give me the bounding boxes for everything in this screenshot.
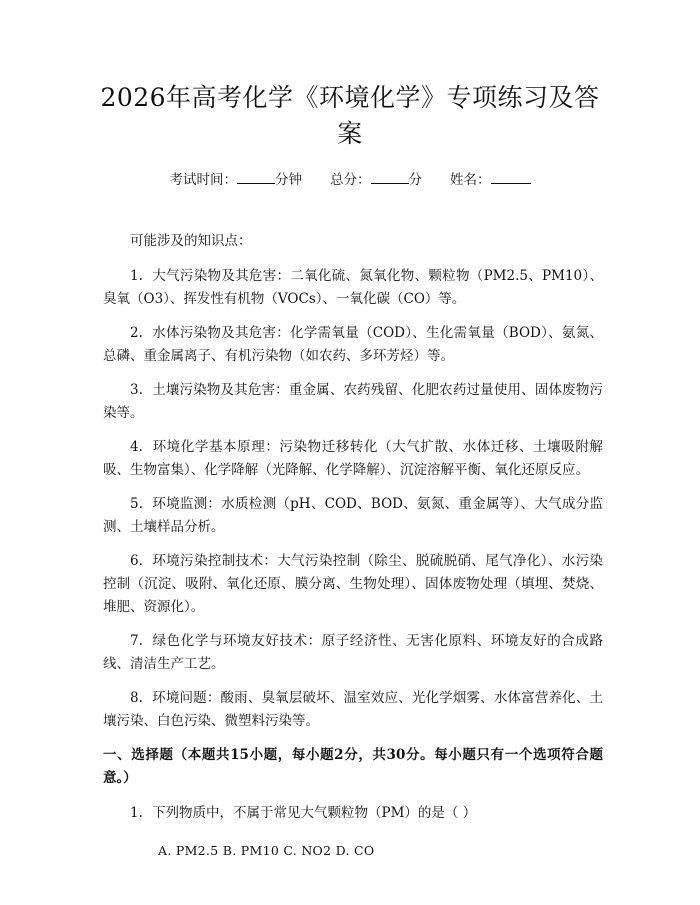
- exam-score-label: 总分：: [330, 172, 371, 188]
- knowledge-point-item: [103, 436, 603, 482]
- knowledge-point-item: [103, 322, 603, 368]
- exam-time-unit: 分钟: [275, 172, 302, 188]
- knowledge-points-intro: 可能涉及的知识点：: [130, 233, 252, 249]
- item-number: 7.: [130, 633, 143, 649]
- item-text: 环境问题：酸雨、臭氧层破坏、温室效应、光化学烟雾、水体富营养化、土壤污染、白色污染、微塑料污染等。: [103, 690, 603, 729]
- exam-time-blank: [237, 170, 275, 184]
- question-item: [103, 802, 603, 825]
- item-text: 水体污染物及其危害：化学需氧量（COD）、生化需氧量（BOD）、氨氮、总磷、重金属离子、有机污染物（如农药、多环芳烃）等。: [103, 325, 603, 364]
- knowledge-point-item: [103, 630, 603, 676]
- knowledge-point-item: [103, 550, 603, 619]
- page-title: 2026年高考化学《环境化学》专项练习及答案: [100, 83, 600, 148]
- item-number: 6.: [130, 553, 143, 569]
- item-text: 环境监测：水质检测（pH、COD、BOD、氨氮、重金属等）、大气成分监测、土壤样品分析。: [103, 496, 603, 535]
- knowledge-point-item: [103, 687, 603, 733]
- item-number: 2.: [130, 325, 143, 341]
- exam-score-blank: [371, 170, 409, 184]
- item-text: 环境化学基本原理：污染物迁移转化（大气扩散、水体迁移、土壤吸附解吸、生物富集）、化学降解（光降解、化学降解）、沉淀溶解平衡、氧化还原反应。: [103, 439, 603, 478]
- item-number: 3.: [130, 382, 143, 398]
- item-number: 4.: [130, 439, 143, 455]
- item-number: 1.: [130, 268, 143, 284]
- item-number: 5.: [130, 496, 143, 512]
- item-text: 绿色化学与环境友好技术：原子经济性、无害化原料、环境友好的合成路线、清洁生产工艺。: [103, 633, 603, 672]
- exam-name-blank: [491, 170, 531, 184]
- exam-info: [0, 170, 700, 189]
- knowledge-point-item: [103, 265, 603, 311]
- exam-score-unit: 分: [408, 172, 422, 188]
- section-heading: 一、选择题（本题共15小题，每小题2分，共30分。每小题只有一个选项符合题意。）: [103, 747, 603, 786]
- knowledge-point-item: [103, 379, 603, 425]
- item-number: 8.: [130, 690, 143, 706]
- question-options: A. PM2.5 B. PM10 C. NO2 D. CO: [158, 843, 375, 858]
- knowledge-point-item: [103, 493, 603, 539]
- exam-time-label: 考试时间：: [169, 172, 237, 188]
- question-text: 下列物质中，不属于常见大气颗粒物（PM）的是（ ）: [152, 805, 477, 821]
- exam-name-label: 姓名：: [450, 172, 491, 188]
- item-text: 土壤污染物及其危害：重金属、农药残留、化肥农药过量使用、固体废物污染等。: [103, 382, 603, 421]
- question-number: 1.: [130, 805, 143, 821]
- item-text: 大气污染物及其危害：二氧化硫、氮氧化物、颗粒物（PM2.5、PM10）、臭氧（O3）、挥发性有机物（VOCs）、一氧化碳（CO）等。: [103, 268, 603, 307]
- document-body: [103, 230, 603, 862]
- item-text: 环境污染控制技术：大气污染控制（除尘、脱硫脱硝、尾气净化）、水污染控制（沉淀、吸附、氧化还原、膜分离、生物处理）、固体废物处理（填埋、焚烧、堆肥、资源化）。: [103, 553, 603, 615]
